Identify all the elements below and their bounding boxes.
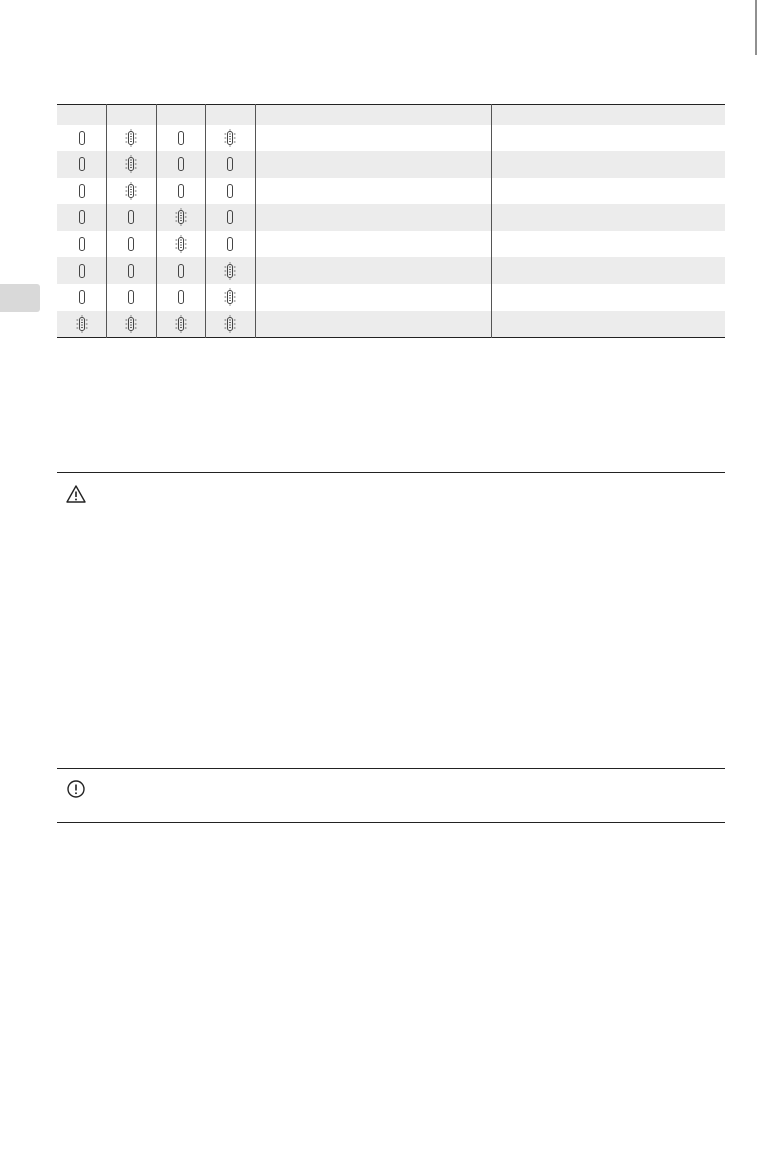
led-cell <box>206 151 256 178</box>
header-led-3 <box>156 105 206 125</box>
caution-notice <box>57 768 725 823</box>
led-off-icon <box>75 182 89 200</box>
led-state-cell <box>255 311 491 338</box>
table-row <box>57 284 725 311</box>
led-blinking-icon <box>124 155 138 173</box>
led-off-icon <box>174 182 188 200</box>
led-blinking-icon <box>174 208 188 226</box>
led-state-cell <box>255 178 491 205</box>
led-state-cell <box>255 231 491 258</box>
led-description-cell <box>491 125 725 152</box>
led-state-cell <box>255 257 491 284</box>
led-cell <box>206 231 256 258</box>
led-cell <box>57 231 107 258</box>
led-cell <box>107 151 157 178</box>
header-led-4 <box>206 105 256 125</box>
led-cell <box>156 125 206 152</box>
header-description <box>491 105 725 125</box>
table-row <box>57 151 725 178</box>
led-cell <box>57 284 107 311</box>
led-cell <box>206 311 256 338</box>
led-blinking-icon <box>124 315 138 333</box>
led-blinking-icon <box>223 129 237 147</box>
warning-triangle-icon <box>66 484 86 504</box>
led-cell <box>156 311 206 338</box>
led-cell <box>107 311 157 338</box>
led-cell <box>107 204 157 231</box>
led-off-icon <box>75 288 89 306</box>
led-description-cell <box>491 257 725 284</box>
led-blinking-icon <box>223 262 237 280</box>
led-off-icon <box>223 235 237 253</box>
led-blinking-icon <box>174 235 188 253</box>
led-off-icon <box>223 182 237 200</box>
header-led-2 <box>107 105 157 125</box>
led-cell <box>206 204 256 231</box>
led-state-cell <box>255 151 491 178</box>
led-description-cell <box>491 204 725 231</box>
table-row <box>57 311 725 338</box>
table-row <box>57 204 725 231</box>
led-off-icon <box>174 262 188 280</box>
table-row <box>57 125 725 152</box>
led-off-icon <box>124 262 138 280</box>
led-cell <box>206 284 256 311</box>
crop-mark <box>0 0 782 80</box>
led-off-icon <box>75 235 89 253</box>
led-cell <box>107 257 157 284</box>
led-description-cell <box>491 151 725 178</box>
led-cell <box>156 257 206 284</box>
led-blinking-icon <box>124 182 138 200</box>
table-row <box>57 257 725 284</box>
led-cell <box>156 204 206 231</box>
led-cell <box>206 125 256 152</box>
led-cell <box>107 284 157 311</box>
led-blinking-icon <box>174 315 188 333</box>
led-off-icon <box>75 129 89 147</box>
led-cell <box>107 125 157 152</box>
led-cell <box>107 178 157 205</box>
led-cell <box>57 257 107 284</box>
table-row <box>57 231 725 258</box>
led-cell <box>156 151 206 178</box>
led-off-icon <box>174 288 188 306</box>
led-off-icon <box>174 155 188 173</box>
led-state-cell <box>255 284 491 311</box>
led-off-icon <box>223 208 237 226</box>
led-cell <box>206 257 256 284</box>
led-description-cell <box>491 178 725 205</box>
led-cell <box>156 178 206 205</box>
led-cell <box>156 284 206 311</box>
led-description-cell <box>491 231 725 258</box>
led-cell <box>57 151 107 178</box>
led-description-cell <box>491 311 725 338</box>
header-led-1 <box>57 105 107 125</box>
led-state-cell <box>255 125 491 152</box>
header-state <box>255 105 491 125</box>
led-off-icon <box>124 235 138 253</box>
led-cell <box>57 204 107 231</box>
led-off-icon <box>124 288 138 306</box>
led-cell <box>156 231 206 258</box>
led-cell <box>57 178 107 205</box>
led-blinking-icon <box>75 315 89 333</box>
led-off-icon <box>75 208 89 226</box>
led-cell <box>57 125 107 152</box>
led-cell <box>57 311 107 338</box>
led-blinking-icon <box>223 288 237 306</box>
led-blinking-icon <box>124 129 138 147</box>
led-off-icon <box>223 155 237 173</box>
table-row <box>57 178 725 205</box>
led-cell <box>107 231 157 258</box>
exclamation-circle-icon <box>66 779 86 799</box>
table-header-row <box>57 105 725 125</box>
warning-notice <box>57 472 725 769</box>
section-side-tab <box>0 284 40 312</box>
led-off-icon <box>75 155 89 173</box>
led-off-icon <box>124 208 138 226</box>
led-description-cell <box>491 284 725 311</box>
led-off-icon <box>174 129 188 147</box>
led-blinking-icon <box>223 315 237 333</box>
led-cell <box>206 178 256 205</box>
led-state-cell <box>255 204 491 231</box>
led-off-icon <box>75 262 89 280</box>
led-status-table <box>57 104 725 338</box>
